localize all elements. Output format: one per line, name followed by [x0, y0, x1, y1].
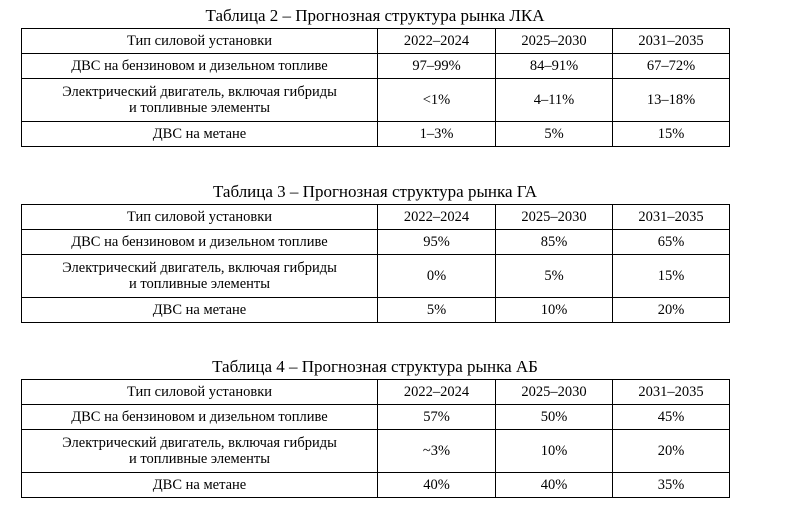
header-cell: 2022–2024	[378, 29, 496, 54]
table-row	[22, 79, 730, 122]
cell-value: 10%	[496, 298, 613, 323]
cell-value: 40%	[378, 473, 496, 498]
cell-value: 20%	[613, 430, 730, 473]
cell-value: 40%	[496, 473, 613, 498]
row-label: ДВС на метане	[22, 473, 378, 498]
cell-value: 5%	[496, 255, 613, 298]
table-row	[22, 473, 730, 498]
table-caption: Таблица 2 – Прогнозная структура рынка ЛКА	[205, 6, 545, 25]
cell-value: 97–99%	[378, 54, 496, 79]
table-row	[22, 298, 730, 323]
cell-value: 10%	[496, 430, 613, 473]
cell-value: 84–91%	[496, 54, 613, 79]
row-label	[22, 430, 378, 473]
table-row	[22, 122, 730, 147]
cell-value: 15%	[613, 255, 730, 298]
table-block-ab	[21, 357, 729, 498]
row-label: ДВС на метане	[22, 122, 378, 147]
table-caption: Таблица 4 – Прогнозная структура рынка АБ	[212, 357, 538, 376]
table-row	[22, 405, 730, 430]
header-cell: 2025–2030	[496, 29, 613, 54]
cell-value: 5%	[378, 298, 496, 323]
row-label-line: Электрический двигатель, включая гибриды	[62, 84, 337, 100]
cell-value: 45%	[613, 405, 730, 430]
table-caption: Таблица 3 – Прогнозная структура рынка ГА	[212, 182, 538, 201]
cell-value: <1%	[378, 79, 496, 122]
row-label: ДВС на бензиновом и дизельном топливе	[22, 54, 378, 79]
header-cell: Тип силовой установки	[22, 29, 378, 54]
table-block-ga	[21, 182, 729, 323]
row-label-line: и топливные элементы	[128, 276, 271, 292]
cell-value: ~3%	[378, 430, 496, 473]
table-header-row	[22, 380, 730, 405]
cell-value: 0%	[378, 255, 496, 298]
row-label-line: и топливные элементы	[128, 451, 271, 467]
header-cell: 2025–2030	[496, 205, 613, 230]
header-cell: 2031–2035	[613, 205, 730, 230]
cell-value: 50%	[496, 405, 613, 430]
cell-value: 67–72%	[613, 54, 730, 79]
table-row	[22, 255, 730, 298]
cell-value: 5%	[496, 122, 613, 147]
row-label: ДВС на бензиновом и дизельном топливе	[22, 230, 378, 255]
table-row	[22, 430, 730, 473]
table-block-lka	[21, 6, 729, 147]
row-label-line: и топливные элементы	[128, 100, 271, 116]
cell-value: 13–18%	[613, 79, 730, 122]
table-row	[22, 54, 730, 79]
cell-value: 65%	[613, 230, 730, 255]
cell-value: 57%	[378, 405, 496, 430]
cell-value: 4–11%	[496, 79, 613, 122]
row-label-line: Электрический двигатель, включая гибриды	[62, 260, 337, 276]
cell-value: 85%	[496, 230, 613, 255]
table-row	[22, 230, 730, 255]
row-label: ДВС на метане	[22, 298, 378, 323]
row-label: ДВС на бензиновом и дизельном топливе	[22, 405, 378, 430]
forecast-table-ga	[21, 204, 730, 323]
header-cell: 2022–2024	[378, 205, 496, 230]
cell-value: 1–3%	[378, 122, 496, 147]
cell-value: 95%	[378, 230, 496, 255]
forecast-table-lka	[21, 28, 730, 147]
cell-value: 20%	[613, 298, 730, 323]
cell-value: 15%	[613, 122, 730, 147]
header-cell: 2031–2035	[613, 29, 730, 54]
header-cell: Тип силовой установки	[22, 380, 378, 405]
header-cell: Тип силовой установки	[22, 205, 378, 230]
forecast-table-ab	[21, 379, 730, 498]
row-label	[22, 255, 378, 298]
table-header-row	[22, 205, 730, 230]
cell-value: 35%	[613, 473, 730, 498]
row-label	[22, 79, 378, 122]
row-label-line: Электрический двигатель, включая гибриды	[62, 435, 337, 451]
header-cell: 2031–2035	[613, 380, 730, 405]
header-cell: 2022–2024	[378, 380, 496, 405]
header-cell: 2025–2030	[496, 380, 613, 405]
table-header-row	[22, 29, 730, 54]
